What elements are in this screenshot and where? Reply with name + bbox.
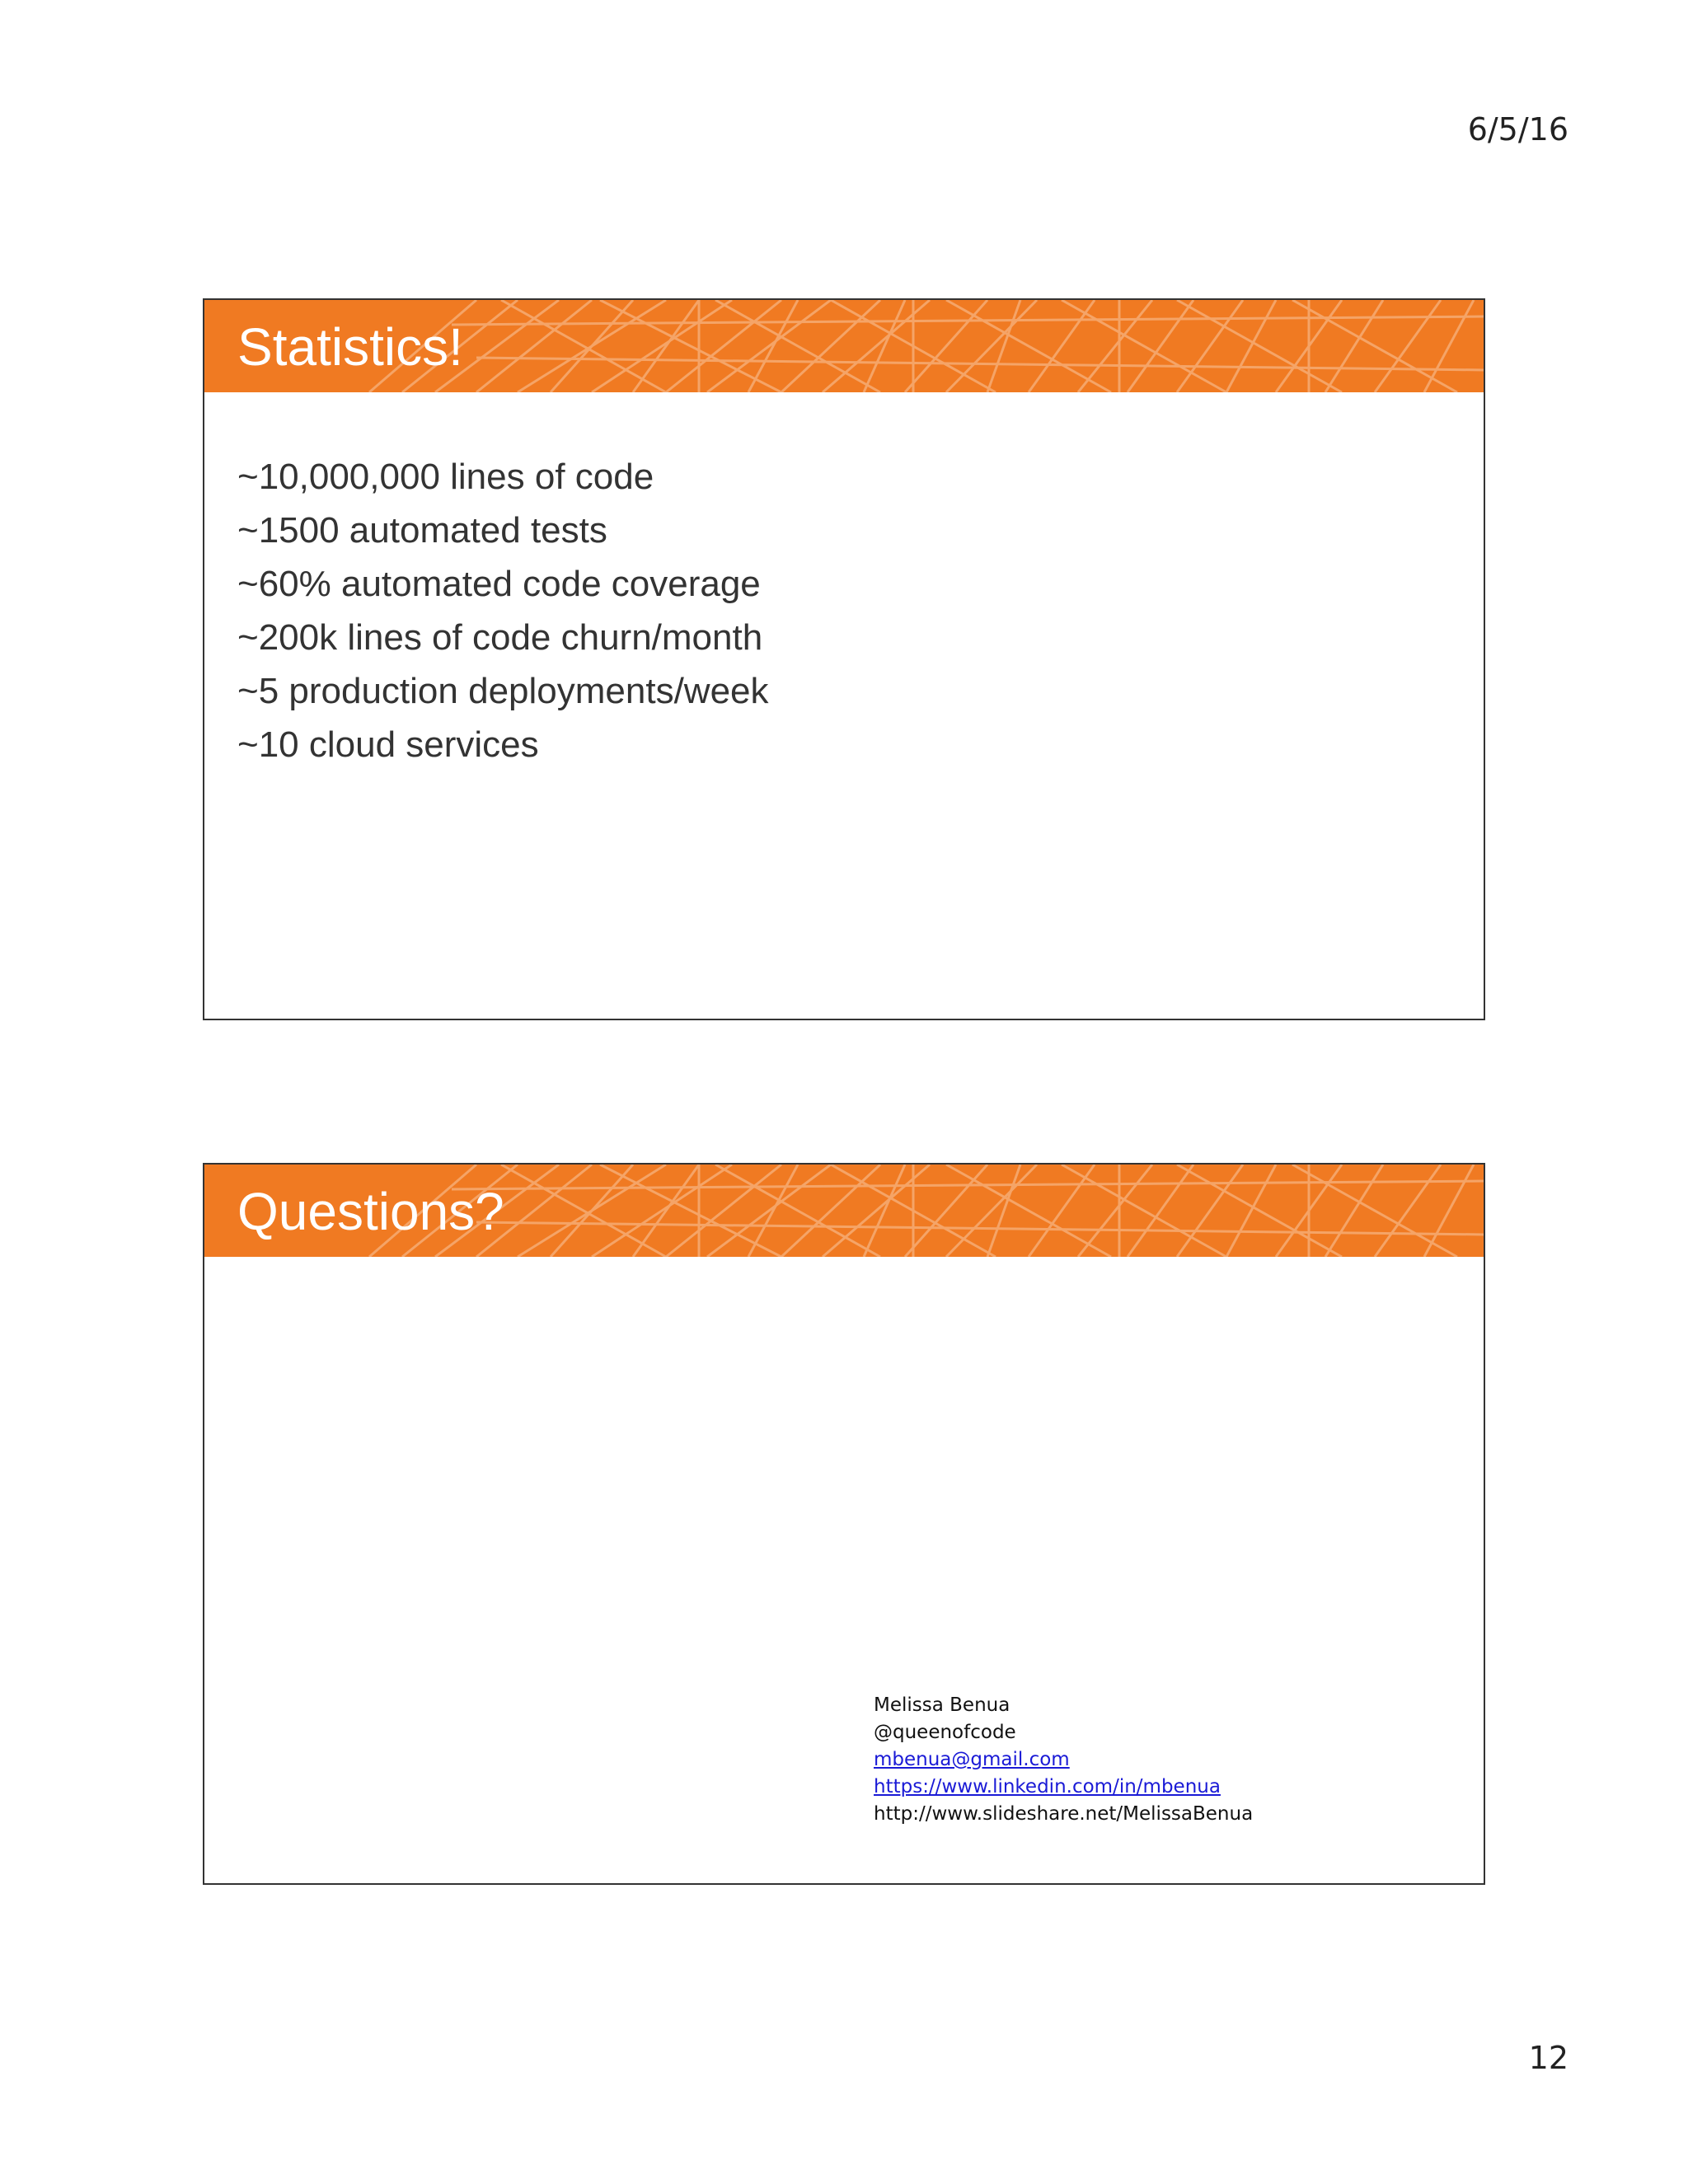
contact-block (874, 1692, 1253, 1828)
list-item: ~200k lines of code churn/month (237, 617, 763, 658)
statistics-list (237, 450, 769, 771)
slide-questions (203, 1163, 1485, 1885)
email-link[interactable]: mbenua@gmail.com (874, 1749, 1070, 1770)
slide-title-questions: Questions? (237, 1182, 504, 1241)
linkedin-link[interactable]: https://www.linkedin.com/in/mbenua (874, 1776, 1221, 1797)
slide-header-banner (204, 1165, 1484, 1257)
slideshare-url: http://www.slideshare.net/MelissaBenua (874, 1803, 1254, 1825)
list-item: ~10,000,000 lines of code (237, 457, 654, 497)
slide-statistics (203, 298, 1485, 1020)
list-item: ~10 cloud services (237, 724, 539, 765)
contact-name: Melissa Benua (874, 1694, 1010, 1716)
list-item: ~60% automated code coverage (237, 564, 761, 604)
list-item: ~5 production deployments/week (237, 671, 769, 711)
list-item: ~1500 automated tests (237, 510, 607, 551)
slide-title-statistics: Statistics! (237, 317, 463, 377)
page-number: 12 (1528, 2040, 1568, 2076)
page-date: 6/5/16 (1467, 111, 1568, 148)
contact-handle: @queenofcode (874, 1722, 1016, 1743)
slide-header-banner (204, 300, 1484, 392)
